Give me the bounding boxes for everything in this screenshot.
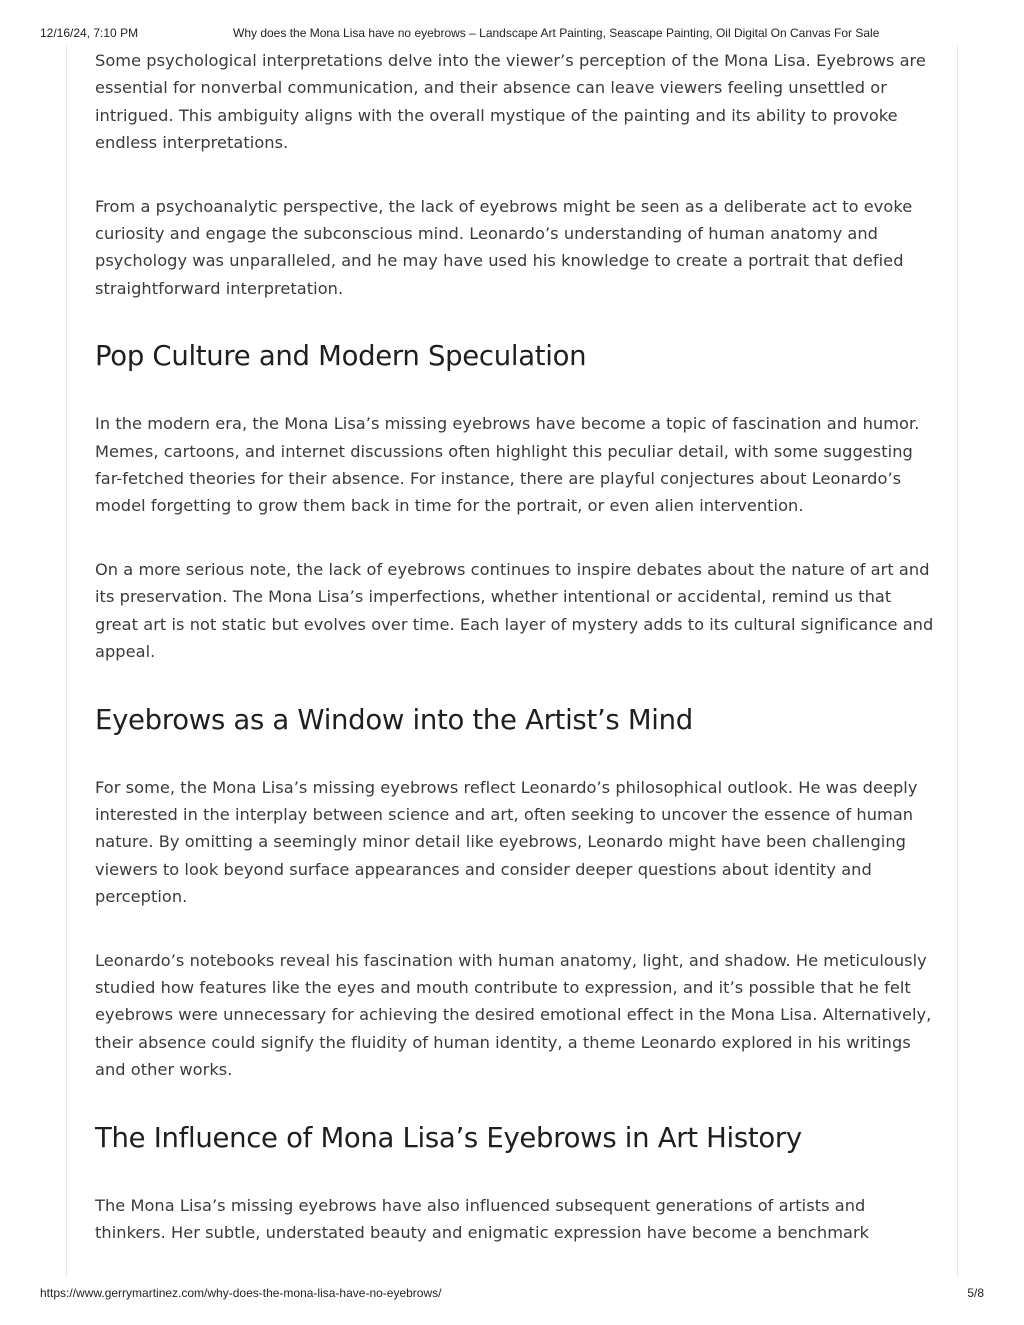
print-page-number: 5/8 bbox=[967, 1286, 984, 1300]
article-paragraph: For some, the Mona Lisa’s missing eyebrows reflect Leonardo’s philosophical outlook. He was deeply interested in the interplay between science and art, often seeking to uncover the essence of human nature. By omitting a seemingly minor detail like eyebrows, Leonardo might have been challenging viewers to look beyond surface appearances and consider deeper questions about identity and perception. bbox=[95, 777, 918, 907]
article-paragraph: Some psychological interpretations delve into the viewer’s perception of the Mona Lisa. Eyebrows are essential for nonverbal communication, and their absence can leave viewers feeling unsettled or intrigued. This ambiguity aligns with the overall mystique of the painting and its ability to provoke endless interpretations. bbox=[95, 51, 926, 153]
print-url: https://www.gerrymartinez.com/why-does-the-mona-lisa-have-no-eyebrows/ bbox=[40, 1286, 442, 1300]
section-heading: Pop Culture and Modern Speculation bbox=[95, 340, 587, 373]
section-heading: Eyebrows as a Window into the Artist’s Mind bbox=[95, 703, 693, 736]
article-body bbox=[95, 47, 935, 1282]
article-paragraph: In the modern era, the Mona Lisa’s missing eyebrows have become a topic of fascination and humor. Memes, cartoons, and internet discussions often highlight this peculiar detail, with some suggesting far-fetched theories for their absence. For instance, there are playful conjectures about Leonardo’s model forgetting to grow them back in time for the portrait, or even alien intervention. bbox=[95, 414, 920, 516]
section-heading: The Influence of Mona Lisa’s Eyebrows in Art History bbox=[95, 1121, 802, 1154]
print-page-title: Why does the Mona Lisa have no eyebrows – Landscape Art Painting, Seascape Painting, Oil Digital On Canvas For Sale bbox=[233, 26, 880, 40]
article-paragraph: On a more serious note, the lack of eyebrows continues to inspire debates about the nature of art and its preservation. The Mona Lisa’s imperfections, whether intentional or accidental, remind us that great art is not static but evolves over time. Each layer of mystery adds to its cultural significance and appeal. bbox=[95, 559, 934, 662]
article-paragraph: From a psychoanalytic perspective, the lack of eyebrows might be seen as a deliberate act to evoke curiosity and engage the subconscious mind. Leonardo’s understanding of human anatomy and psychology was unparalleled, and he may have used his knowledge to create a portrait that defied straightforward interpretation. bbox=[95, 196, 913, 298]
article-paragraph: Leonardo’s notebooks reveal his fascination with human anatomy, light, and shadow. He meticulously studied how features like the eyes and mouth contribute to expression, and it’s possible that he felt eyebrows were unnecessary for achieving the desired emotional effect in the Mona Lisa. Alternatively, their absence could signify the fluidity of human identity, a theme Leonardo explored in his writings and other works. bbox=[95, 950, 932, 1080]
article-paragraph: The Mona Lisa’s missing eyebrows have also influenced subsequent generations of artists and thinkers. Her subtle, understated beauty and enigmatic expression have become a benchmark bbox=[95, 1195, 870, 1242]
print-datetime: 12/16/24, 7:10 PM bbox=[40, 26, 139, 40]
print-footer bbox=[0, 1286, 1024, 1300]
print-header bbox=[0, 26, 1024, 40]
